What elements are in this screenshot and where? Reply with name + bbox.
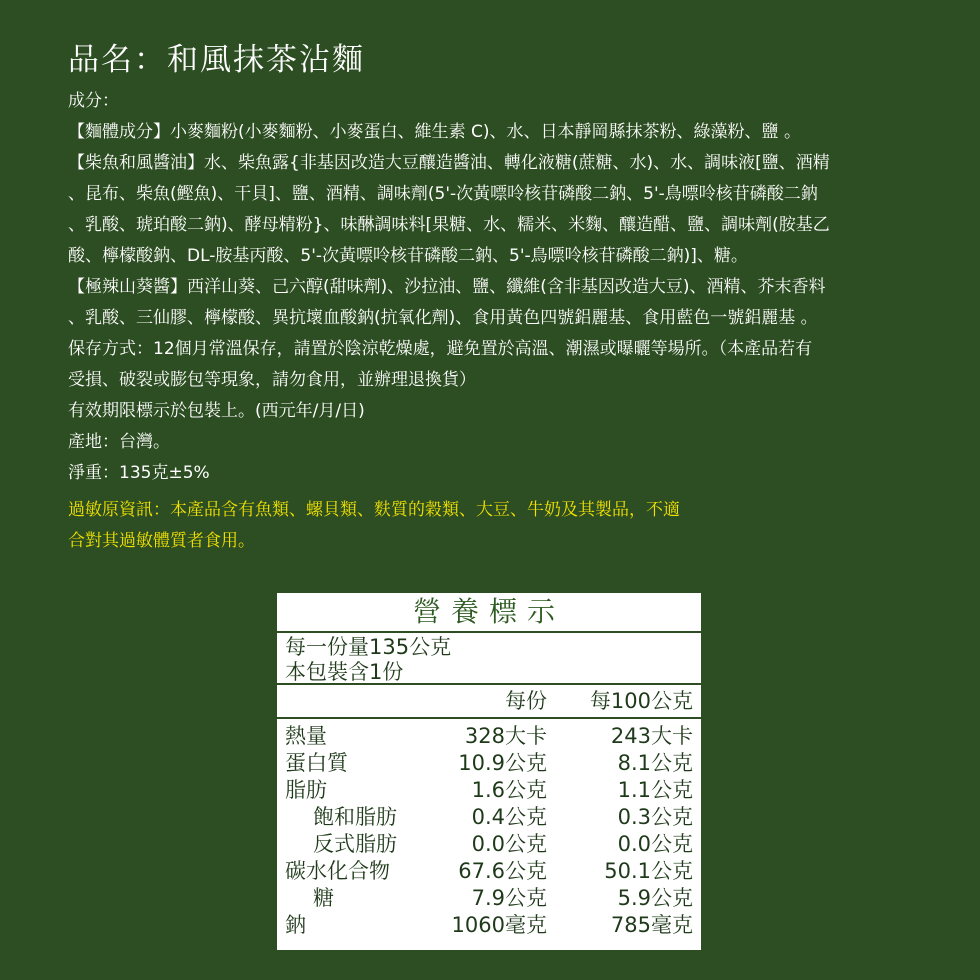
per-serving-value: 7.9公克 [471,886,547,910]
allergen-line: 合對其過敏體質者食用。 [68,531,255,551]
label-line: 、昆布、柴魚(鰹魚)、干貝]、鹽、酒精、調味劑(5'-次黃嘌呤核苷磷酸二鈉、5'-鳥嘌呤核苷磷酸二鈉 [68,184,818,204]
nutrition-title: 營養標示 [277,593,701,633]
nutrition-row [277,777,701,804]
per-serving-value: 1.6公克 [471,778,547,802]
nutrition-column-header [277,685,701,719]
per-100g-header: 每100公克 [589,689,693,713]
nutrient-name: 飽和脂肪 [313,805,397,829]
nutrient-name: 反式脂肪 [313,832,397,856]
nutrition-row [277,723,701,750]
per-serving-value: 0.0公克 [471,832,547,856]
nutrition-rows [277,719,701,939]
nutrition-row [277,885,701,912]
serving-info [277,633,701,685]
label-line: 、乳酸、琥珀酸二鈉)、酵母精粉}、味醂調味料[果糖、水、糯米、米麴、釀造醋、鹽、調味劑(胺基乙 [68,215,830,235]
per-serving-value: 328大卡 [464,724,547,748]
nutrition-facts-table [275,591,703,952]
per-100g-value: 0.3公克 [617,805,693,829]
nutrition-row [277,831,701,858]
per-100g-value: 785毫克 [610,913,693,937]
label-text-block [68,86,940,557]
label-line: 【極辣山葵醬】西洋山葵、己六醇(甜味劑)、沙拉油、鹽、纖維(含非基因改造大豆)、酒精、芥末香料 [68,277,826,297]
per-100g-value: 1.1公克 [617,778,693,802]
label-line: 【柴魚和風醬油】水、柴魚露{非基因改造大豆釀造醬油、轉化液糖(蔗糖、水)、水、調味液[鹽、酒精 [68,153,830,173]
storage-line: 受損、破裂或膨包等現象，請勿食用，並辦理退換貨） [68,370,476,390]
per-100g-value: 243大卡 [610,724,693,748]
nutrient-name: 脂肪 [285,778,327,802]
serving-size: 每一份量135公克 [285,635,452,659]
storage-line: 保存方式：12個月常溫保存，請置於陰涼乾燥處，避免置於高溫、潮濕或曝曬等場所。（本產品若有 [68,339,813,359]
nutrient-name: 蛋白質 [285,751,348,775]
ingredients-heading: 成分： [68,91,119,111]
nutrient-name: 熱量 [285,724,327,748]
per-100g-value: 50.1公克 [604,859,693,883]
per-serving-header: 每份 [505,689,547,713]
nutrient-name: 鈉 [285,913,306,937]
per-serving-value: 0.4公克 [471,805,547,829]
expiry-line: 有效期限標示於包裝上。(西元年/月/日) [68,401,365,421]
nutrition-row [277,804,701,831]
per-100g-value: 0.0公克 [617,832,693,856]
label-line: 、乳酸、三仙膠、檸檬酸、異抗壞血酸鈉(抗氧化劑)、食用黃色四號鋁麗基、食用藍色一號鋁麗基 。 [68,308,818,328]
per-serving-value: 67.6公克 [458,859,547,883]
per-100g-value: 8.1公克 [617,751,693,775]
nutrition-row [277,912,701,939]
nutrition-row [277,858,701,885]
allergen-line: 過敏原資訊：本產品含有魚類、螺貝類、麩質的穀類、大豆、牛奶及其製品，不適 [68,500,680,520]
origin-line: 產地：台灣。 [68,432,170,452]
nutrient-name: 碳水化合物 [285,859,390,883]
label-line: 【麵體成分】小麥麵粉(小麥麵粉、小麥蛋白、維生素 C)、水、日本靜岡縣抹茶粉、綠藻粉、鹽 。 [68,122,801,142]
per-100g-value: 5.9公克 [617,886,693,910]
net-weight-line: 淨重：135克±5% [68,463,210,483]
nutrient-name: 糖 [313,886,334,910]
product-title: 品名：和風抹茶沾麵 [68,42,365,78]
servings-per-package: 本包裝含1份 [285,660,404,684]
per-serving-value: 1060毫克 [451,913,547,937]
nutrition-row [277,750,701,777]
per-serving-value: 10.9公克 [458,751,547,775]
label-line: 酸、檸檬酸鈉、DL-胺基丙酸、5'-次黃嘌呤核苷磷酸二鈉、5'-鳥嘌呤核苷磷酸二鈉)]、糖。 [68,246,748,266]
